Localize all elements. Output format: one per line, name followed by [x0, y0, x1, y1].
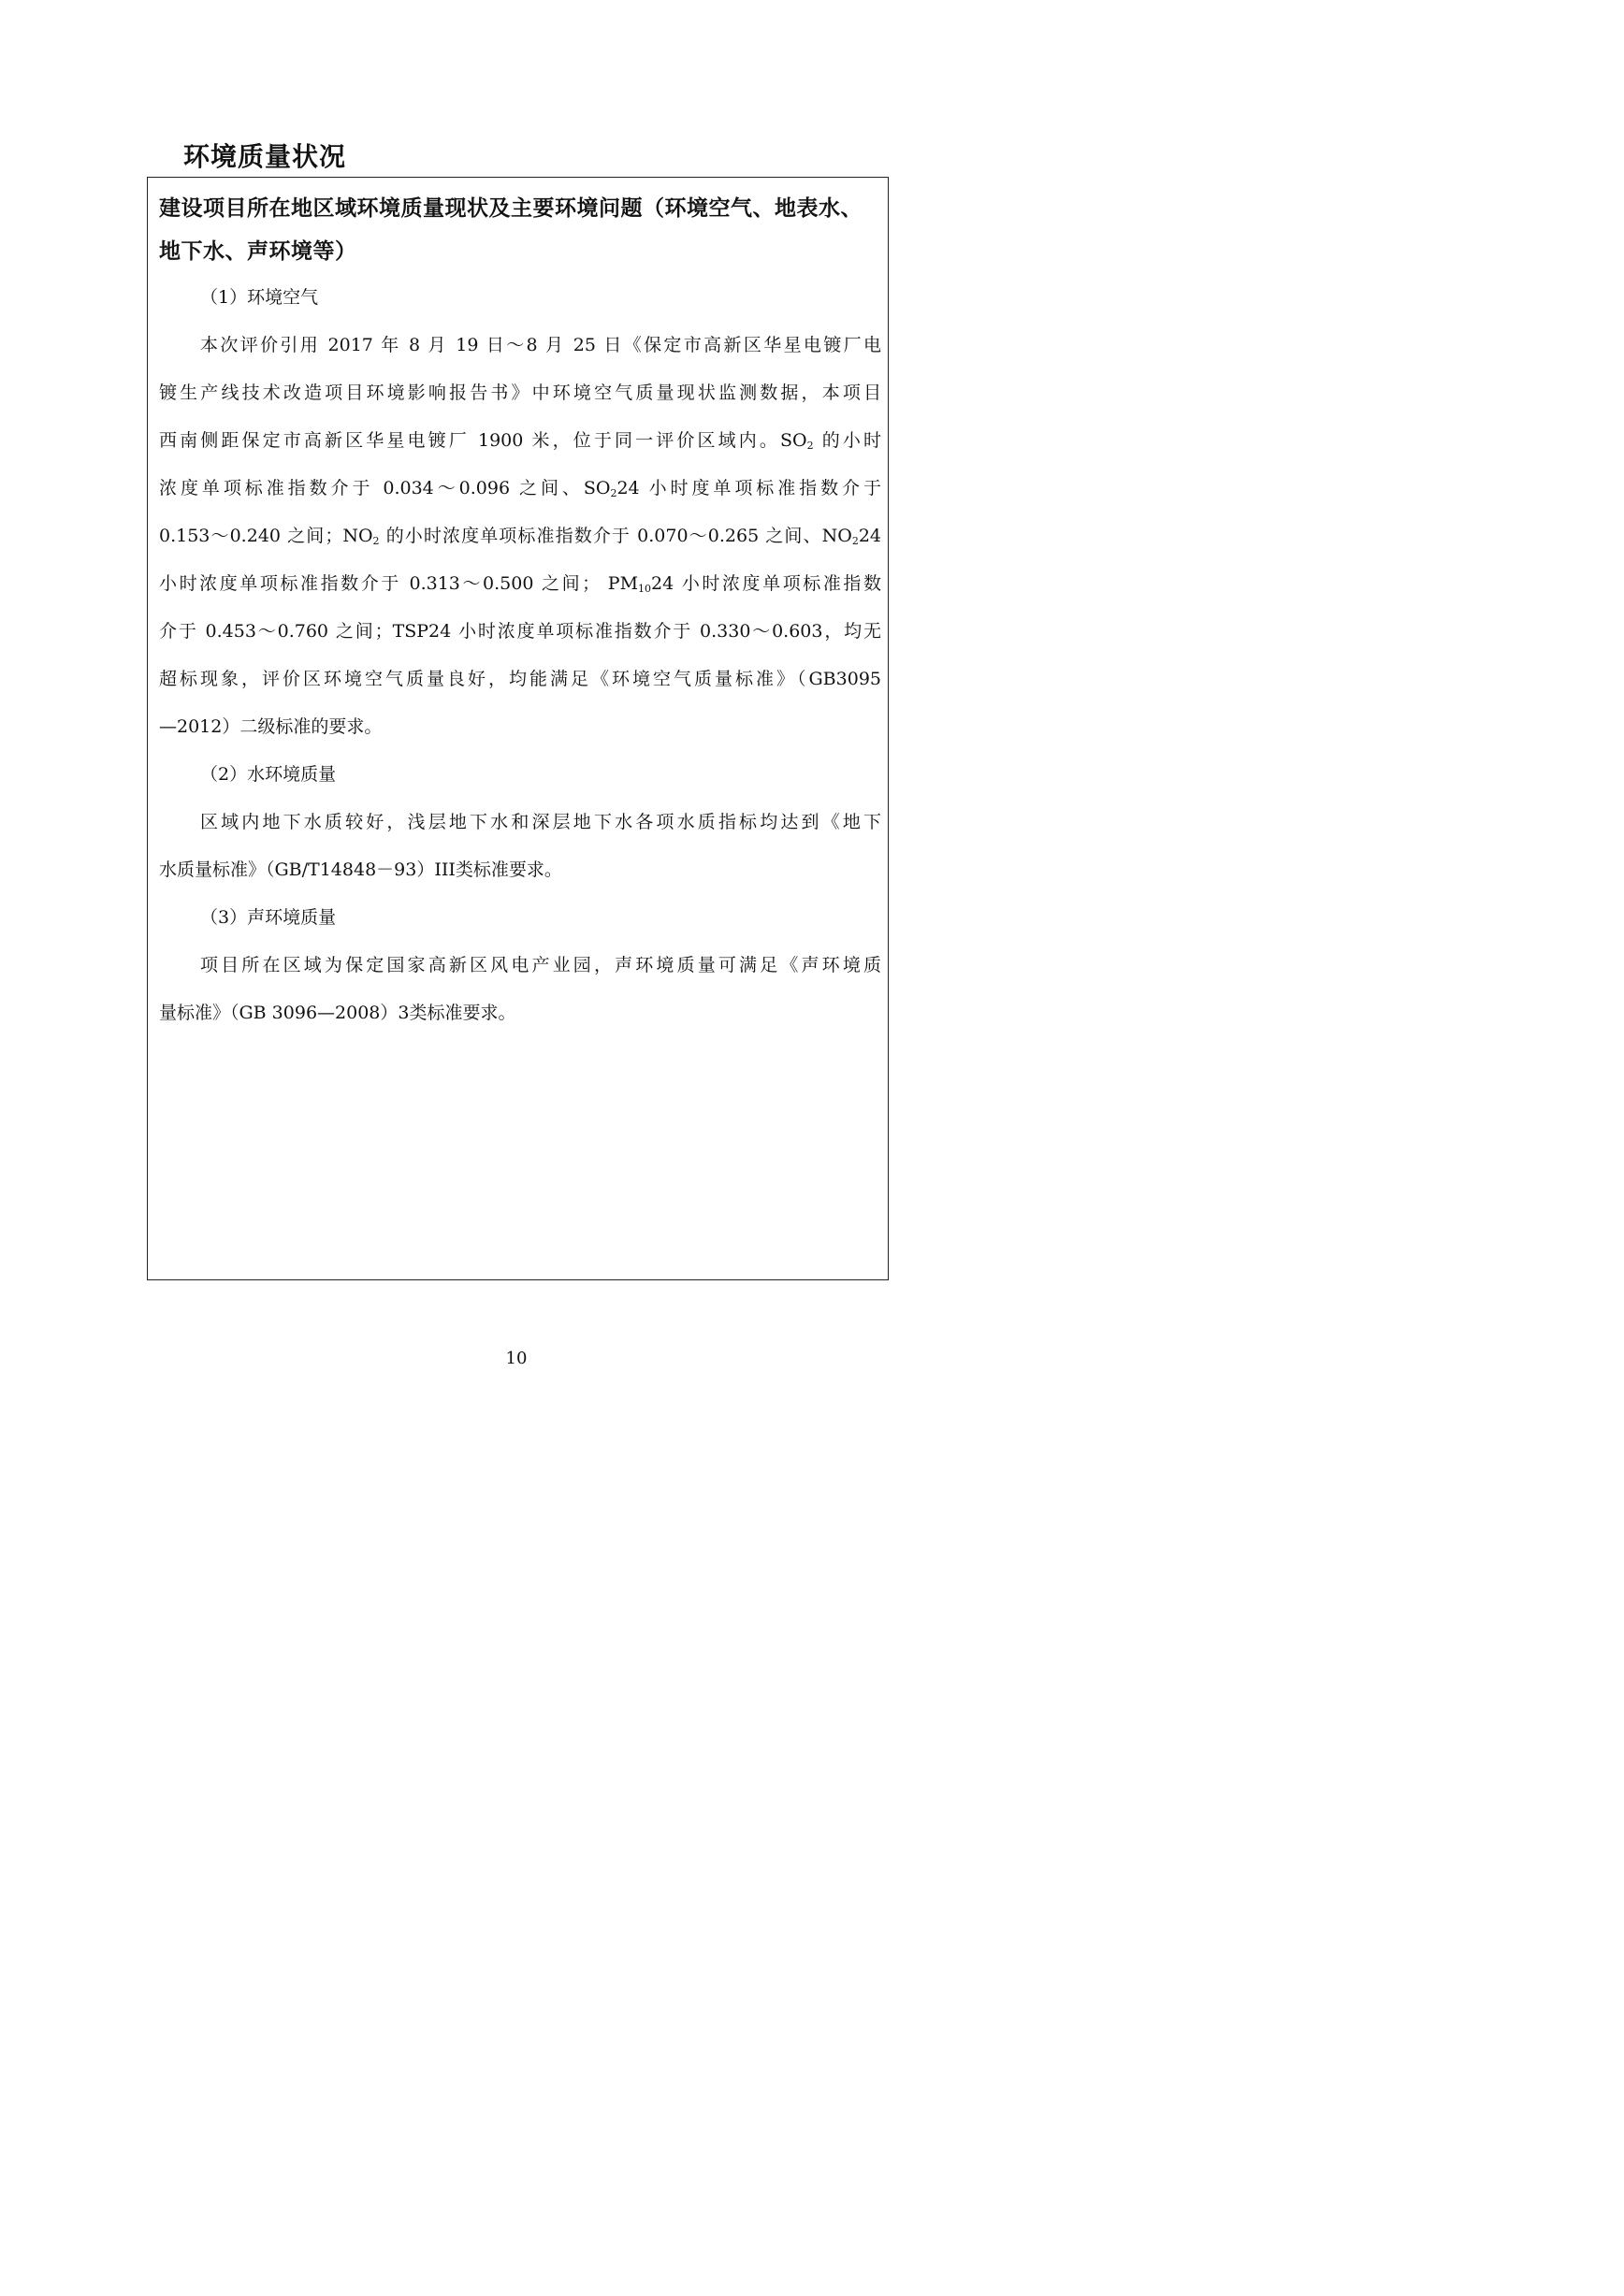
air-line-5: [159, 524, 881, 548]
air-line-4: [159, 476, 881, 500]
air-line-3: [159, 428, 881, 453]
no2-subscript: 2: [372, 535, 380, 547]
air-line-5-text-b: 的小时浓度单项标准指数介于 0.070～0.265 之间、NO: [379, 526, 852, 546]
noise-subtitle: （3）声环境质量: [200, 907, 337, 928]
page-number: 10: [505, 1349, 528, 1368]
noise-line-2: 量标准》（GB 3096—2008）3类标准要求。: [159, 1003, 516, 1023]
air-line-4-text-b: 24 小时度单项标准指数介于: [616, 478, 881, 498]
section-title: 环境质量状况: [183, 141, 347, 172]
air-subtitle: （1）环境空气: [200, 287, 319, 308]
air-line-6-text-b: 24 小时浓度单项标准指数: [651, 573, 881, 594]
pm10-subscript: 10: [638, 583, 652, 595]
so2-subscript: 2: [610, 487, 617, 499]
air-line-9: —2012）二级标准的要求。: [159, 716, 383, 737]
noise-line-1: 项目所在区域为保定国家高新区风电产业园，声环境质量可满足《声环境质: [200, 955, 881, 975]
air-line-4-text-a: 浓度单项标准指数介于 0.034～0.096 之间、SO: [159, 478, 611, 498]
air-line-5-text-a: 0.153～0.240 之间；NO: [159, 526, 373, 546]
air-line-3-tail: 的小时: [813, 430, 882, 451]
air-line-2: 镀生产线技术改造项目环境影响报告书》中环境空气质量现状监测数据，本项目: [159, 383, 881, 403]
so2-subscript: 2: [806, 440, 814, 452]
air-line-3-text: 西南侧距保定市高新区华星电镀厂 1900 米，位于同一评价区域内。SO: [159, 430, 807, 451]
air-line-6: [159, 571, 881, 596]
air-line-5-text-c: 24: [858, 526, 881, 546]
air-line-7: 介于 0.453～0.760 之间；TSP24 小时浓度单项标准指数介于 0.330～0.603，均无: [159, 621, 881, 642]
air-line-8: 超标现象，评价区环境空气质量良好，均能满足《环境空气质量标准》（GB3095: [159, 669, 881, 689]
water-subtitle: （2）水环境质量: [200, 764, 337, 785]
water-line-1: 区域内地下水质较好，浅层地下水和深层地下水各项水质指标均达到《地下: [200, 812, 881, 832]
water-line-2: 水质量标准》（GB/T14848－93）III类标准要求。: [159, 859, 562, 880]
no2-subscript: 2: [851, 535, 859, 547]
box-heading: 建设项目所在地区域环境质量现状及主要环境问题（环境空气、地表水、地下水、声环境等）: [159, 196, 863, 264]
air-line-6-text-a: 小时浓度单项标准指数介于 0.313～0.500 之间； PM: [159, 573, 639, 594]
air-line-1: 本次评价引用 2017 年 8 月 19 日～8 月 25 日《保定市高新区华星电镀厂电: [200, 335, 881, 355]
